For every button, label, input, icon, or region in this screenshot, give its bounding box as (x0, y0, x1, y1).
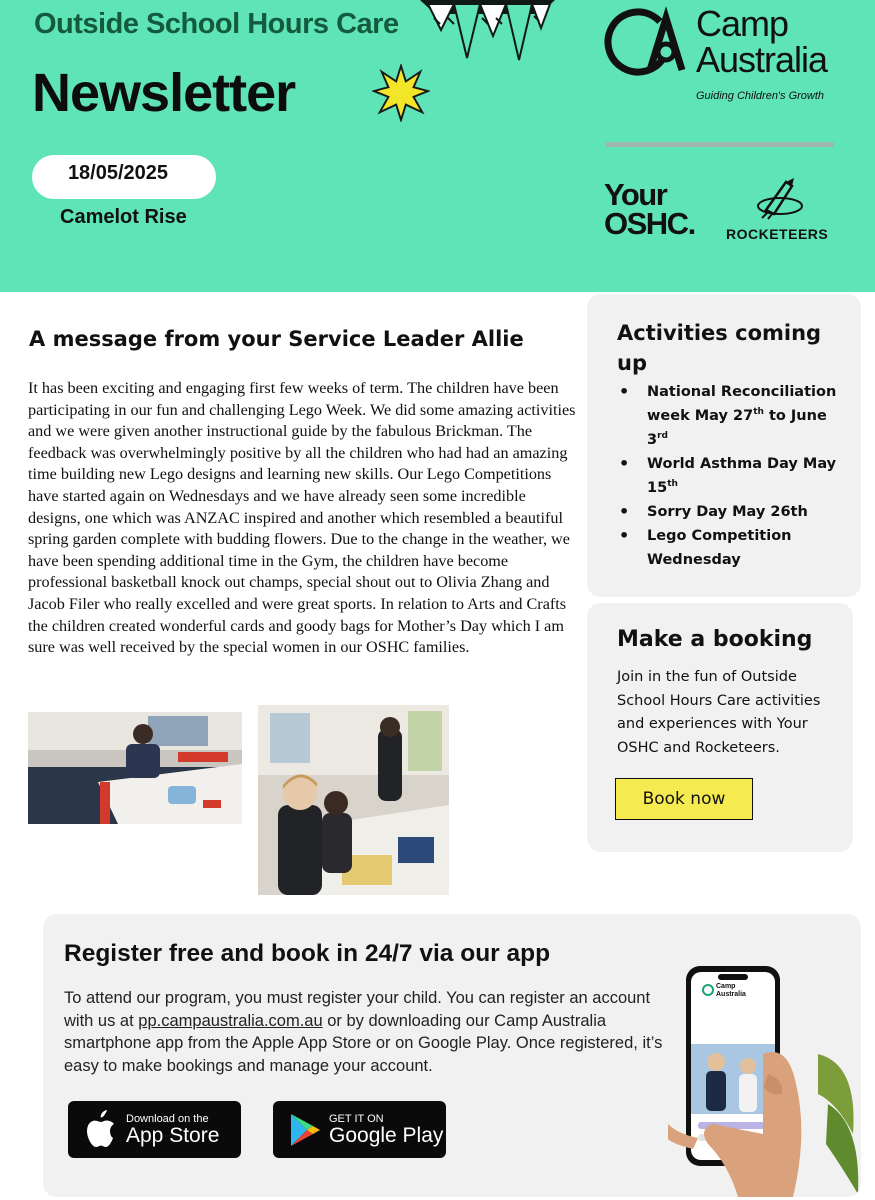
your-oshc-logo: Your OSHC. (604, 177, 695, 241)
app-promo-text: To attend our program, you must register your child. You can register an account with us at pp.campaustralia.com.au or by downloading our Camp Australia smartphone app from the Apple App Store or on Google Play. Once registered, it’s easy to make bookings and manage your account. (64, 989, 663, 1075)
lego-competition-photo (258, 705, 449, 895)
booking-card (587, 603, 853, 852)
booking-title: Make a booking (617, 627, 813, 652)
activities-list (617, 380, 847, 572)
bunting-decoration (420, 0, 555, 72)
camp-australia-name: Camp Australia (696, 3, 828, 80)
message-heading: A message from your Service Leader Allie (29, 327, 524, 351)
svg-text:Camp: Camp (716, 983, 736, 990)
newsletter-header (0, 0, 875, 292)
newsletter-title: Newsletter (32, 63, 296, 123)
booking-text: Join in the fun of Outside School Hours Care activities and experiences with Your OSHC and Rocketeers. (617, 669, 821, 756)
list-item: • Lego Competition Wednesday (617, 524, 847, 572)
brand-tagline: Guiding Children's Growth (696, 90, 825, 102)
app-promo-box (43, 914, 861, 1197)
service-name: Camelot Rise (60, 206, 187, 228)
app-store-button[interactable]: Download on the App Store (68, 1101, 241, 1158)
header-divider (606, 142, 834, 147)
sun-star-icon (372, 64, 430, 122)
app-promo-title: Register free and book in 24/7 via our app (64, 940, 551, 967)
rocket-icon (752, 176, 806, 220)
svg-text:Australia: Australia (716, 991, 746, 998)
rocketeers-logo: ROCKETEERS (726, 226, 829, 242)
book-now-button[interactable]: Book now (615, 778, 753, 820)
list-item: • Sorry Day May 26th (617, 500, 847, 524)
phone-app-illustration (668, 934, 861, 1197)
list-item: • National Reconciliation week May 27th to June 3rd (617, 380, 847, 452)
activities-title: Activities coming up (617, 321, 822, 375)
google-play-button[interactable]: GET IT ON Google Play (273, 1101, 446, 1158)
camp-australia-logo-icon (602, 4, 698, 80)
program-name: Outside School Hours Care (34, 8, 399, 40)
activities-card (587, 294, 861, 597)
apple-icon (84, 1110, 118, 1150)
message-body: It has been exciting and engaging first few weeks of term. The children have been participating in our fun and challenging Lego Week. We did some amazing activities and we were given another instructional guide by the fabulous Brickman. The feedback was overwhelmingly positive by all the children who had had an amazing time building new Lego designs and learning new skills. Our Lego Competitions have started again on Wednesdays and we have already seen some incredible designs, one which was ANZAC inspired and another which resembled a beautiful spring garden complete with budding flowers. Due to the change in the weather, we have been spending additional time in the Gym, the children have become professional basketball knock out champs, special shout out to Olivia Zhang and Jacob Filer who really excelled and were great sports. In relation to Arts and Crafts the children created wonderful cards and goody bags for Mother’s Day which I am sure was well received by the special women in our OSHC families. (28, 379, 576, 657)
registration-link[interactable]: pp.campaustralia.com.au (138, 1011, 323, 1030)
lego-activity-photo (28, 712, 242, 824)
list-item: • World Asthma Day May 15th (617, 452, 847, 500)
google-play-icon (289, 1113, 321, 1147)
newsletter-date: 18/05/2025 (32, 155, 216, 199)
